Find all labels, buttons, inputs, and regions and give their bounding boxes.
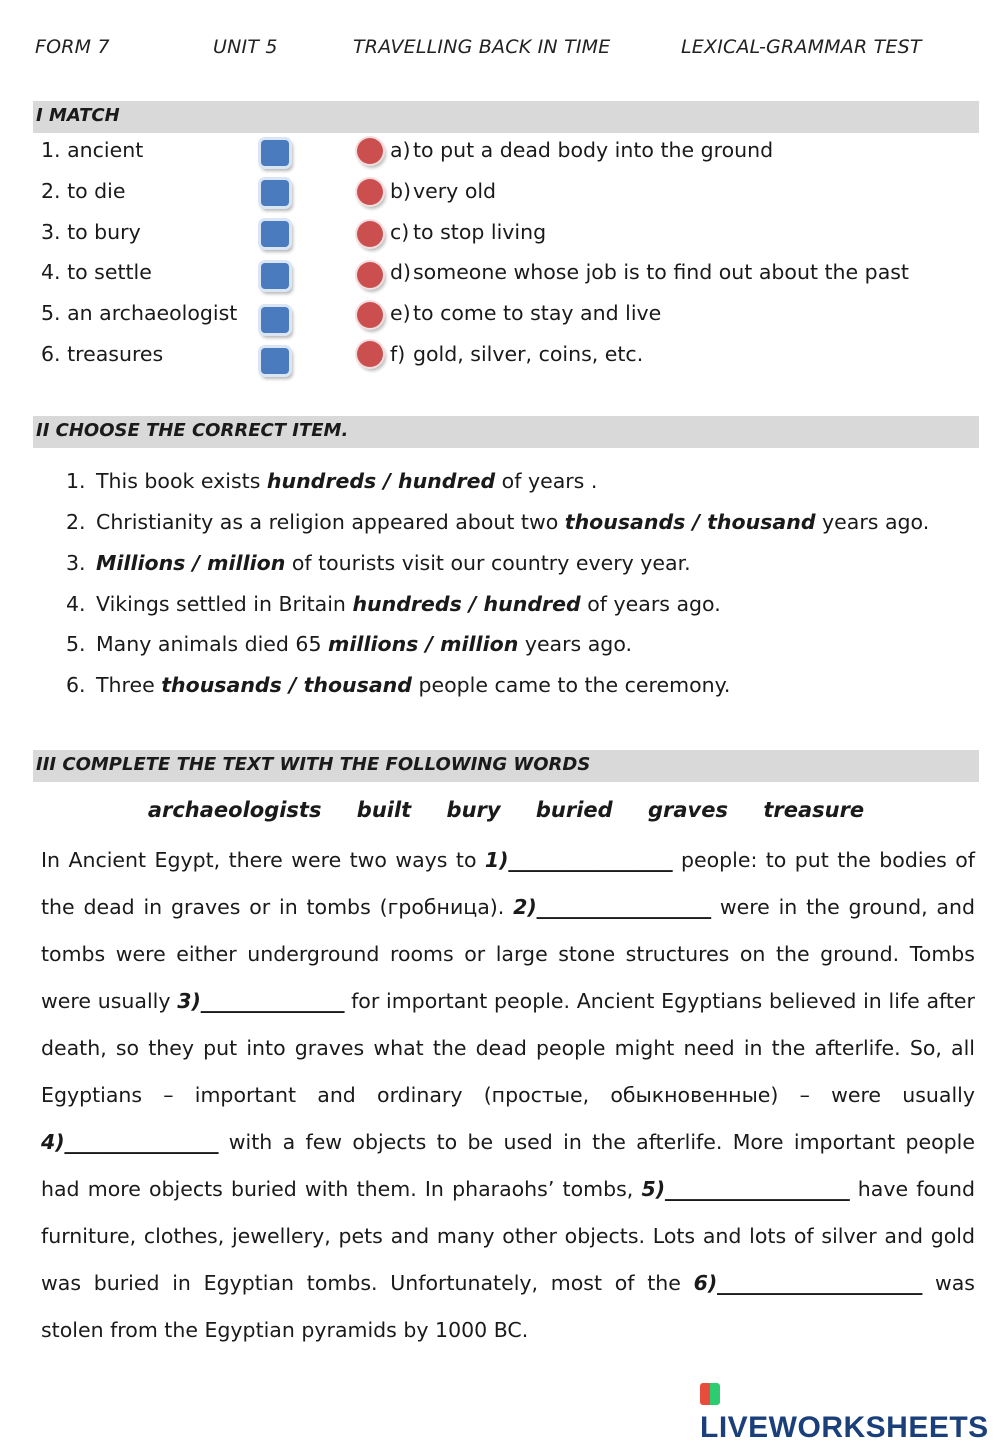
match-letter: e) bbox=[390, 301, 411, 325]
match-right-item bbox=[390, 220, 546, 244]
choose-item-number: 2. bbox=[66, 510, 86, 534]
blank-2[interactable]: 2)_________________ bbox=[513, 895, 711, 919]
section-1-title: I MATCH bbox=[36, 105, 120, 126]
choose-options: thousands / thousand bbox=[564, 510, 816, 534]
text-segment: were in the ground, and bbox=[711, 895, 975, 919]
text-line bbox=[41, 1130, 975, 1154]
section-2-bar bbox=[33, 416, 979, 448]
text-line: tombs were either underground rooms or large stone structures on the ground. Tombs bbox=[41, 942, 975, 966]
text-segment: was bbox=[922, 1271, 975, 1295]
choose-item bbox=[96, 592, 721, 616]
choose-pre: Vikings settled in Britain bbox=[96, 592, 353, 616]
match-left-connector[interactable] bbox=[261, 140, 289, 166]
word-bank-item: treasure bbox=[763, 798, 865, 822]
match-letter: b) bbox=[390, 179, 412, 203]
text-line: stolen from the Egyptian pyramids by 1000 BC. bbox=[41, 1318, 529, 1342]
match-left-connector[interactable] bbox=[261, 307, 289, 333]
match-left-connector[interactable] bbox=[261, 221, 289, 247]
match-letter: c) bbox=[390, 220, 410, 244]
text-line bbox=[41, 895, 975, 919]
match-left-connector[interactable] bbox=[261, 263, 289, 289]
match-right-connector[interactable] bbox=[357, 138, 383, 164]
match-letter: a) bbox=[390, 138, 411, 162]
match-definition: to put a dead body into the ground bbox=[413, 138, 774, 162]
text-line: furniture, clothes, jewellery, pets and many other objects. Lots and lots of silver and gold bbox=[41, 1224, 975, 1248]
section-3-bar bbox=[33, 750, 979, 782]
choose-item-number: 5. bbox=[66, 632, 86, 656]
text-line bbox=[41, 1271, 975, 1295]
choose-post: people came to the ceremony. bbox=[411, 673, 731, 697]
match-left-item: 2. to die bbox=[41, 179, 126, 203]
word-bank-item: bury bbox=[446, 798, 501, 822]
match-left-item: 3. to bury bbox=[41, 220, 141, 244]
header-form: FORM 7 bbox=[35, 36, 110, 58]
header-test: LEXICAL-GRAMMAR TEST bbox=[681, 36, 922, 58]
match-definition: to come to stay and live bbox=[413, 301, 662, 325]
match-right-connector[interactable] bbox=[357, 262, 383, 288]
choose-pre: Many animals died 65 bbox=[96, 632, 329, 656]
blank-3[interactable]: 3)______________ bbox=[177, 989, 345, 1013]
blank-4[interactable]: 4)_______________ bbox=[41, 1130, 219, 1154]
word-bank-item: graves bbox=[648, 798, 728, 822]
choose-post: years ago. bbox=[518, 632, 633, 656]
text-line bbox=[41, 989, 975, 1013]
match-right-item bbox=[390, 138, 773, 162]
match-left-connector[interactable] bbox=[261, 348, 289, 374]
section-2-title: II CHOOSE THE CORRECT ITEM. bbox=[36, 420, 349, 441]
match-left-item: 6. treasures bbox=[41, 342, 164, 366]
choose-options: thousands / thousand bbox=[161, 673, 412, 697]
choose-item bbox=[96, 469, 597, 493]
word-bank-item: built bbox=[356, 798, 412, 822]
match-right-item bbox=[390, 342, 643, 366]
word-bank-item: buried bbox=[535, 798, 613, 822]
text-line bbox=[41, 1177, 975, 1201]
text-line bbox=[41, 848, 975, 872]
match-letter: d) bbox=[390, 260, 412, 284]
match-left-item: 5. an archaeologist bbox=[41, 301, 238, 325]
match-right-connector[interactable] bbox=[357, 179, 383, 205]
match-definition: gold, silver, coins, etc. bbox=[413, 342, 644, 366]
match-right-item bbox=[390, 301, 661, 325]
liveworksheets-logo bbox=[700, 1377, 1000, 1445]
choose-item bbox=[96, 510, 929, 534]
match-left-item: 1. ancient bbox=[41, 138, 144, 162]
word-bank bbox=[0, 798, 1000, 822]
choose-options: Millions / million bbox=[96, 551, 286, 575]
header-topic: TRAVELLING BACK IN TIME bbox=[353, 36, 611, 58]
text-line: Egyptians – important and ordinary (простые, обыкновенные) – were usually bbox=[41, 1083, 975, 1107]
choose-options: hundreds / hundred bbox=[266, 469, 496, 493]
header-unit: UNIT 5 bbox=[213, 36, 278, 58]
choose-pre: Three bbox=[96, 673, 162, 697]
text-segment: with a few objects to be used in the afterlife. More important people bbox=[218, 1130, 975, 1154]
choose-item-number: 6. bbox=[66, 673, 86, 697]
section-3-title: III COMPLETE THE TEXT WITH THE FOLLOWING WORDS bbox=[36, 754, 591, 775]
choose-item-number: 3. bbox=[66, 551, 86, 575]
text-segment: have found bbox=[849, 1177, 975, 1201]
choose-item-number: 4. bbox=[66, 592, 86, 616]
match-right-item bbox=[390, 260, 909, 284]
text-segment: had more objects buried with them. In pharaohs’ tombs, bbox=[41, 1177, 642, 1201]
choose-item bbox=[96, 673, 730, 697]
logo-icon bbox=[700, 1383, 720, 1405]
text-segment: In Ancient Egypt, there were two ways to bbox=[41, 848, 485, 872]
choose-item-number: 1. bbox=[66, 469, 86, 493]
choose-post: of years ago. bbox=[580, 592, 721, 616]
choose-item bbox=[96, 551, 691, 575]
choose-pre: This book exists bbox=[96, 469, 267, 493]
match-right-connector[interactable] bbox=[357, 341, 383, 367]
text-segment: were usually bbox=[41, 989, 178, 1013]
match-right-connector[interactable] bbox=[357, 302, 383, 328]
blank-6[interactable]: 6)____________________ bbox=[693, 1271, 923, 1295]
choose-item bbox=[96, 632, 632, 656]
choose-post: years ago. bbox=[815, 510, 930, 534]
text-segment: was buried in Egyptian tombs. Unfortunately, most of the bbox=[41, 1271, 694, 1295]
text-segment: people: to put the bodies of bbox=[672, 848, 975, 872]
blank-5[interactable]: 5)__________________ bbox=[641, 1177, 850, 1201]
logo-text: LIVEWORKSHEETS bbox=[700, 1411, 989, 1444]
match-left-item: 4. to settle bbox=[41, 260, 152, 284]
text-segment: for important people. Ancient Egyptians believed in life after bbox=[344, 989, 975, 1013]
match-right-connector[interactable] bbox=[357, 221, 383, 247]
choose-pre: Christianity as a religion appeared about two bbox=[96, 510, 565, 534]
text-line: death, so they put into graves what the dead people might need in the afterlife. So, all bbox=[41, 1036, 975, 1060]
section-1-bar bbox=[33, 101, 979, 133]
choose-options: hundreds / hundred bbox=[352, 592, 581, 616]
match-definition: someone whose job is to find out about the past bbox=[413, 260, 909, 284]
match-definition: to stop living bbox=[413, 220, 547, 244]
match-right-item bbox=[390, 179, 496, 203]
text-segment: the dead in graves or in tombs (гробница). bbox=[41, 895, 514, 919]
word-bank-item: archaeologists bbox=[147, 798, 322, 822]
match-letter: f) bbox=[390, 342, 406, 366]
choose-post: of years . bbox=[495, 469, 598, 493]
choose-post: of tourists visit our country every year. bbox=[285, 551, 691, 575]
match-left-connector[interactable] bbox=[261, 180, 289, 206]
choose-options: millions / million bbox=[328, 632, 519, 656]
blank-1[interactable]: 1)________________ bbox=[484, 848, 673, 872]
match-definition: very old bbox=[413, 179, 497, 203]
